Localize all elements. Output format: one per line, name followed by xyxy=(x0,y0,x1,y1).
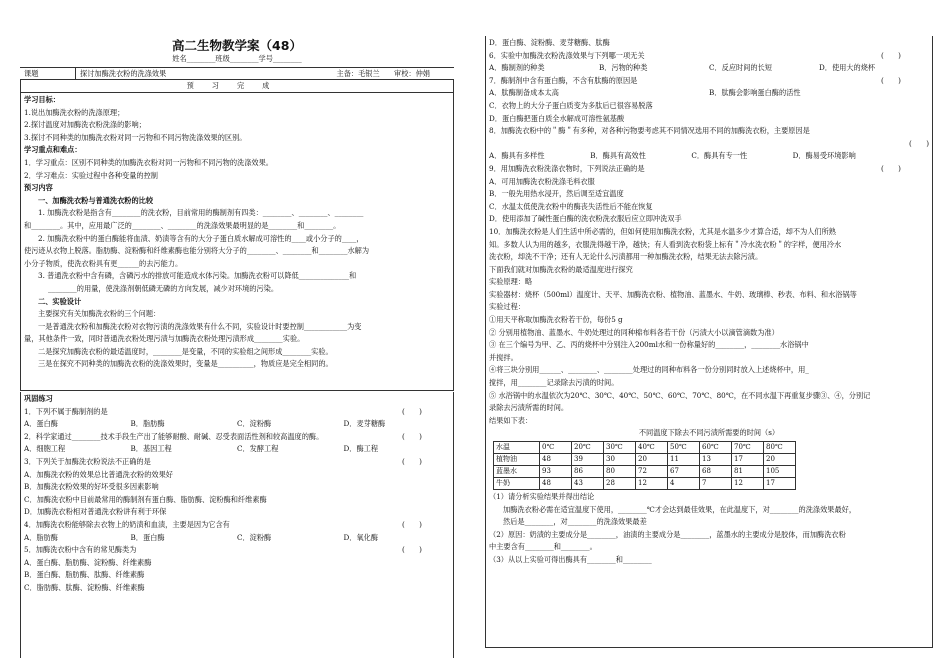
table-cell: 7 xyxy=(700,478,732,490)
table-cell: 30 xyxy=(604,454,636,466)
option[interactable]: B．一般先用热水浸开，然后调至适宜温度 xyxy=(489,189,624,199)
step-line: ④将三块分别用______、________、________处理过的同种布料各一份分别同时放入上述烧杯中，用_ xyxy=(489,365,809,375)
option[interactable]: C．酶具有专一性 xyxy=(691,151,748,161)
option[interactable]: B．基因工程 xyxy=(130,444,172,454)
question-10-line: 洗衣粉，却洗不干净；还有人无论什么污渍都用一种加酶洗衣粉，结果无法去除污渍。 xyxy=(489,252,763,262)
table-cell: 48 xyxy=(540,478,572,490)
answer-paren[interactable]: ( ) xyxy=(881,50,901,60)
table-cell: 蓝墨水 xyxy=(494,466,540,478)
table-row xyxy=(494,454,796,466)
table-cell: 4 xyxy=(668,478,700,490)
table-cell: 13 xyxy=(700,454,732,466)
student-info-line: 姓名________班级________学号________ xyxy=(172,54,302,63)
preview-banner: 预习完成 xyxy=(20,80,454,93)
right-column xyxy=(485,36,933,648)
option[interactable]: B．蛋白酶 xyxy=(130,532,165,542)
option[interactable]: C．水温太低使洗衣粉中的酶丧失活性后不能在恢复 xyxy=(489,201,653,211)
table-cell: 12 xyxy=(636,478,668,490)
option[interactable]: B．加酶洗衣粉效果的好坏受很多因素影响 xyxy=(24,482,159,492)
table-cell: 20 xyxy=(636,454,668,466)
question-6: ( ) 6．实验中加酶洗衣粉洗涤效果与下列哪一项无关 xyxy=(489,50,929,63)
table-cell: 93 xyxy=(540,466,572,478)
design-line: 一是普通洗衣粉和加酶洗衣粉对衣物污渍的洗涤效果有什么不同，实验设计时要控制____________为变 xyxy=(38,321,362,331)
step-line: 录除去污渍所需的时间。 xyxy=(489,403,569,413)
step-line: ①用天平称取加酶洗衣粉若干份，每份5 g xyxy=(489,315,623,325)
option[interactable]: C．脂肪酶、肽酶、淀粉酶、纤维素酶 xyxy=(24,582,145,592)
table-header: 60℃ xyxy=(700,442,732,454)
question-9: ( ) 9．用加酶洗衣粉洗涤衣物时，下列说法正确的是 xyxy=(489,163,929,176)
content-heading: 预习内容 xyxy=(24,183,53,193)
option[interactable]: D．蛋白酶、淀粉酶、麦芽糖酶、肽酶 xyxy=(489,38,610,47)
table-cell: 105 xyxy=(764,466,796,478)
option[interactable]: B．蛋白酶、脂肪酶、肽酶、纤维素酶 xyxy=(24,570,145,580)
answer-paren[interactable]: ( ) xyxy=(402,519,422,529)
key-item: 1．学习重点：区别不同种类的加酶洗衣粉对同一污物和不同污物的洗涤效果。 xyxy=(24,157,273,167)
option[interactable]: A．脂肪酶 xyxy=(24,532,58,542)
analysis-question-3: （3）从以上实验可得出酶具有________和________ xyxy=(489,554,652,564)
table-header: 20℃ xyxy=(572,442,604,454)
table-header: 80℃ xyxy=(764,442,796,454)
option[interactable]: B．脂肪酶 xyxy=(130,419,165,429)
design-line: 量，其他条件一致，同时普通洗衣粉处理污渍与加酶洗衣粉处理污渍形成________实验。 xyxy=(24,334,305,344)
question-10-line: 知。多数人认为用的越多，衣服洗得越干净，越快；有人看到洗衣粉袋上标有＂冷水洗衣粉＂的字样，便用冷水 xyxy=(489,239,842,249)
table-header-row xyxy=(494,442,796,454)
option[interactable]: A．肽酶制备成本太高 xyxy=(489,88,559,98)
options-q1 xyxy=(24,418,450,431)
goal-item: 3.探讨不同种类的加酶洗衣粉对同一污物和不同污物洗涤效果的区别。 xyxy=(24,132,247,142)
option[interactable]: A．细胞工程 xyxy=(24,444,66,454)
table-cell: 72 xyxy=(636,466,668,478)
table-header: 70℃ xyxy=(732,442,764,454)
analysis-line: 中主要含有________和________。 xyxy=(489,542,597,552)
topic-label: 课题 xyxy=(20,68,76,79)
table-header: 50℃ xyxy=(668,442,700,454)
option[interactable]: D．麦芽糖酶 xyxy=(343,419,386,429)
content-line: 使污迹从衣物上脱落。脂肪酶、淀粉酶和纤维素酶也能分别将大分子的________、________和________水解为 xyxy=(24,246,370,256)
section-one-heading: 一、加酶洗衣粉与普通洗衣粉的比较 xyxy=(38,195,154,205)
options-q7 xyxy=(489,87,929,100)
option[interactable]: C．淀粉酶 xyxy=(237,419,272,429)
table-cell: 67 xyxy=(668,466,700,478)
content-line: 1. 加酶洗衣粉是指含有________的洗衣粉，目前常用的酶制剂有四类：________、________、________ xyxy=(38,208,364,218)
content-line: 小分子物质，使洗衣粉具有更______的去污能力。 xyxy=(24,258,183,268)
table-cell: 牛奶 xyxy=(494,478,540,490)
table-cell: 39 xyxy=(572,454,604,466)
table-caption: 不同温度下除去不同污渍所需要的时间（s） xyxy=(638,428,780,438)
option[interactable]: C．反应时间的长短 xyxy=(709,63,773,73)
table-cell: 80 xyxy=(604,466,636,478)
analysis-question-2: （2）原因：奶渍的主要成分是________，油渍的主要成分是________，蓝墨水的主要成分是胶体，而加酶洗衣粉 xyxy=(489,529,846,539)
answer-paren[interactable]: ( ) xyxy=(402,431,422,441)
section-two-heading: 二、实验设计 xyxy=(38,296,82,306)
practice-box xyxy=(20,392,454,658)
step-line: 并搅拌。 xyxy=(489,352,518,362)
table-header: 0℃ xyxy=(540,442,572,454)
options-q2 xyxy=(24,443,450,456)
option[interactable]: C．加酶洗衣粉中目前最常用的酶制剂有蛋白酶、脂肪酶、淀粉酶和纤维素酶 xyxy=(24,494,267,504)
goals-heading: 学习目标： xyxy=(24,95,60,104)
question-8: 8．加酶洗衣粉中的＂酶＂有多种，对各种污物要考虑其不同情况选用不同的加酶洗衣粉，主要原因是 xyxy=(489,126,810,136)
option[interactable]: D．使用大的烧杯 xyxy=(819,63,876,73)
practice-heading: 巩固练习 xyxy=(24,394,53,403)
option[interactable]: C．衣物上的大分子蛋白质变为多肽后已很容易脱落 xyxy=(489,100,653,110)
step-line: ③ 在三个编号为甲、乙、丙的烧杯中分别注入200ml水和一份称量好的________，________水浴锅中 xyxy=(489,340,809,350)
answer-paren[interactable]: ( ) xyxy=(402,406,422,416)
option[interactable]: B．污物的种类 xyxy=(599,63,648,73)
table-cell: 43 xyxy=(572,478,604,490)
question-5: ( ) 5．加酶洗衣粉中含有的常见酶类为 xyxy=(24,544,450,557)
question-7: ( ) 7．酶制剂中含有蛋白酶，不含有肽酶的原因是 xyxy=(489,75,929,88)
option[interactable]: B．肽酶会影响蛋白酶的活性 xyxy=(709,88,801,98)
question-1: ( ) 1．下列不属于酶制剂的是 xyxy=(24,406,450,419)
option[interactable]: D．使用添加了碱性蛋白酶的洗衣粉洗衣服后应立即冲洗双手 xyxy=(489,214,682,224)
option[interactable]: A．蛋白酶 xyxy=(24,419,58,429)
options-q4 xyxy=(24,532,450,545)
option[interactable]: A．酶制剂的种类 xyxy=(489,63,545,73)
option[interactable]: A．加酶洗衣粉的效果总比普通洗衣粉的效果好 xyxy=(24,469,173,479)
left-column xyxy=(20,36,454,648)
content-line: ________的用量，使洗涤剂朝低磷无磷的方向发展，减少对环境的污染。 xyxy=(48,283,279,293)
answer-paren[interactable]: ( ) xyxy=(402,456,422,466)
study-box xyxy=(20,93,454,391)
goal-item: 2.探讨温度对加酶洗衣粉洗涤的影响； xyxy=(24,120,146,130)
table-cell: 17 xyxy=(732,454,764,466)
table-cell: 植物油 xyxy=(494,454,540,466)
design-line: 三是在探究不同种类的加酶洗衣粉的洗涤效果时，变量是__________，物质应是完全相同的。 xyxy=(38,359,333,369)
goal-item: 1.说出加酶洗衣粉的洗涤原理； xyxy=(24,107,125,117)
table-cell: 68 xyxy=(700,466,732,478)
options-q6 xyxy=(489,62,929,75)
design-line: 主要探究有关加酶洗衣粉的三个问题： xyxy=(38,309,161,319)
answer-paren[interactable]: ( ) xyxy=(881,163,901,173)
option[interactable]: D．酶工程 xyxy=(343,444,379,454)
question-4: ( ) 4．加酶洗衣粉能够除去衣物上的奶渍和血渍，主要是因为它含有 xyxy=(24,519,450,532)
option[interactable]: D．氧化酶 xyxy=(343,532,379,542)
content-line: 3. 普通洗衣粉中含有磷，含磷污水的排放可能造成水体污染。加酶洗衣粉可以降低______________和 xyxy=(38,271,357,281)
content-line: 2. 加酶洗衣粉中的蛋白酶能将血渍、奶渍等含有的大分子蛋白质水解成可溶性的____或小分子的____， xyxy=(38,233,364,243)
answer-paren[interactable]: ( ) xyxy=(881,75,901,85)
step-line: 结果如下表： xyxy=(489,415,533,425)
step-line: 搅拌，用________记录除去污渍的时间。 xyxy=(489,378,619,388)
answer-paren[interactable]: ( ) xyxy=(402,545,422,555)
option[interactable]: C．发酵工程 xyxy=(237,444,279,454)
step-line: ⑤ 水浴锅中的水温依次为20℃、30℃、40℃、50℃、60℃、70℃、80℃，在不同水温下再重复步骤③、④，分别记 xyxy=(489,390,871,400)
design-line: 二是探究加酶洗衣粉的最适温度时，________是变量，不同的实验组之间形成________实验。 xyxy=(38,346,333,356)
option[interactable]: D．酶易受环境影响 xyxy=(792,151,856,161)
table-row xyxy=(494,466,796,478)
option[interactable]: B．酶具有高效性 xyxy=(590,151,646,161)
table-header: 水温 xyxy=(494,442,540,454)
question-2: ( ) 2．科学家通过________技术手段生产出了能够耐酸、耐碱、忍受表面活性剂和较高温度的酶。 xyxy=(24,431,450,444)
key-item: 2．学习难点：实验过程中各种变量的控制 xyxy=(24,170,158,180)
option[interactable]: A．酶具有多样性 xyxy=(489,151,545,161)
options-q8 xyxy=(489,150,929,163)
table-row xyxy=(494,478,796,490)
table-cell: 20 xyxy=(764,454,796,466)
results-table xyxy=(493,441,796,490)
topic-row xyxy=(20,67,454,80)
table-cell: 81 xyxy=(732,466,764,478)
step-line: ② 分别用植物油、蓝墨水、牛奶处理过的同种棉布料各若干份（污渍大小以滴管滴数为准） xyxy=(489,327,779,337)
experiment-principle: 实验原理：略 xyxy=(489,277,533,287)
table-cell: 12 xyxy=(732,478,764,490)
option[interactable]: A．蛋白酶、脂肪酶、淀粉酶、纤维素酶 xyxy=(24,557,152,567)
question-10-line: 下面我们就对加酶洗衣粉的最适温度进行探究 xyxy=(489,264,633,274)
table-header: 30℃ xyxy=(604,442,636,454)
analysis-line: 加酶洗衣粉必需在适宜温度下使用，________℃才会达到最佳效果，在此温度下，对________的洗涤效果最好， xyxy=(503,504,857,514)
table-cell: 48 xyxy=(540,454,572,466)
author-info: 主备：毛银兰 审校：仲娟 xyxy=(336,69,430,78)
table-cell: 17 xyxy=(764,478,796,490)
content-line: 和________。其中，应用最广泛的________、________的洗涤效果最明显的是________和________。 xyxy=(24,220,341,230)
question-10: 10．加酶洗衣粉是人们生活中所必需的，但如何使用加酶洗衣粉，尤其是水温多少才算合适，却不为人们所熟 xyxy=(489,226,836,236)
table-header: 40℃ xyxy=(636,442,668,454)
analysis-line: 然后是________，对________的洗涤效果最差 xyxy=(503,517,647,527)
keys-heading: 学习重点和难点： xyxy=(24,145,82,155)
table-cell: 11 xyxy=(668,454,700,466)
experiment-process-label: 实验过程： xyxy=(489,302,525,312)
analysis-question-1: （1）请分析实验结果并得出结论 xyxy=(489,492,595,501)
option[interactable]: C．淀粉酶 xyxy=(237,532,272,542)
table-cell: 86 xyxy=(572,466,604,478)
answer-paren[interactable]: ( ) xyxy=(909,138,929,148)
page-title: 高二生物教学案（48） xyxy=(172,38,302,53)
option[interactable]: D．加酶洗衣粉相对普通洗衣粉讲有利于环保 xyxy=(24,507,167,517)
table-cell: 28 xyxy=(604,478,636,490)
question-3: ( ) 3．下列关于加酶洗衣粉说法不正确的是 xyxy=(24,456,450,469)
topic-text: 探讨加酶洗衣粉的洗涤效果 xyxy=(80,69,167,78)
option[interactable]: D．蛋白酶把蛋白质全水解成可溶性氨基酸 xyxy=(489,113,625,123)
option[interactable]: A．可用加酶洗衣粉洗涤毛料衣服 xyxy=(489,176,595,186)
experiment-materials: 实验器材：烧杯（500ml）温度计、天平、加酶洗衣粉、植物油、蓝墨水、牛奶、玻璃棒、秒表、布料、和水浴锅等 xyxy=(489,289,857,299)
